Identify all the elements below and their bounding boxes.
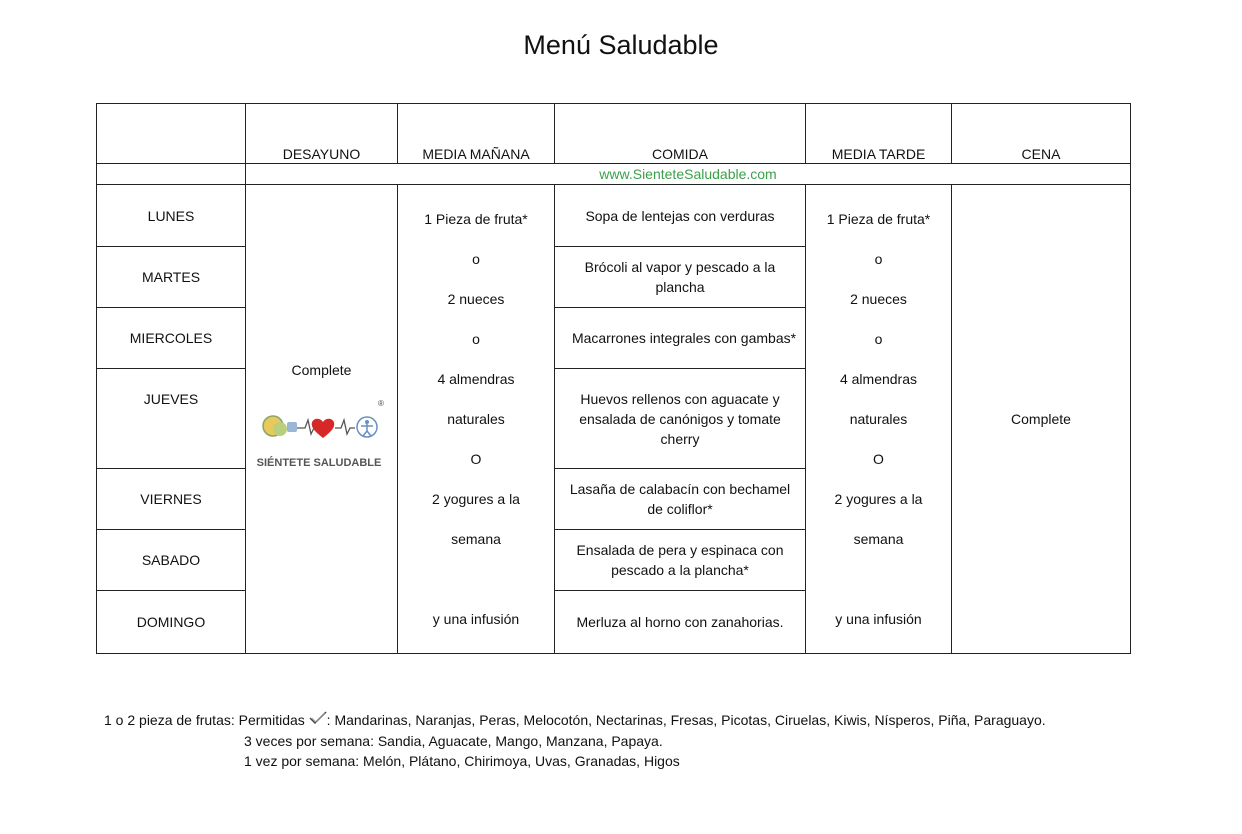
header-cena: CENA [952, 104, 1131, 164]
comida-miercoles: Macarrones integrales con gambas* [555, 308, 806, 369]
media-manana-line: 4 almendras [437, 371, 515, 387]
header-cell-empty [97, 104, 246, 164]
comida-martes: Brócoli al vapor y pescado a la plancha [555, 247, 806, 308]
brand-logo [246, 398, 397, 478]
page-title: Menú Saludable [523, 30, 719, 60]
footer-line-1-suffix: : Mandarinas, Naranjas, Peras, Melocotón, Nectarinas, Fresas, Picotas, Ciruelas, Kiwis, Nísperos, Piña, Paraguayo. [326, 712, 1046, 728]
comida-domingo: Merluza al horno con zanahorias. [555, 591, 806, 654]
media-tarde-line [806, 569, 951, 589]
day-lunes: LUNES [97, 185, 246, 247]
media-manana-line [398, 569, 554, 589]
header-row [97, 104, 1131, 164]
header-media-tarde: MEDIA TARDE [806, 104, 952, 164]
media-manana-line: o [472, 331, 480, 347]
footer-line-3: 1 vez por semana: Melón, Plátano, Chirimoya, Uvas, Granadas, Higos [244, 753, 680, 769]
media-manana-line: 2 nueces [447, 291, 505, 307]
website-row [97, 164, 1131, 185]
day-jueves: JUEVES [97, 369, 246, 469]
media-manana-cell [398, 185, 555, 654]
day-miercoles: MIERCOLES [97, 308, 246, 369]
comida-jueves: Huevos rellenos con aguacate y ensalada de canónigos y tomate cherry [555, 369, 806, 469]
cena-cell: Complete [952, 185, 1131, 654]
header-media-manana: MEDIA MAÑANA [398, 104, 555, 164]
checkmark-icon [309, 711, 327, 731]
header-comida: COMIDA [555, 104, 806, 164]
media-tarde-line: naturales [849, 411, 908, 427]
media-tarde-line: y una infusión [835, 611, 922, 627]
header-desayuno: DESAYUNO [246, 104, 398, 164]
website-link[interactable]: www.SienteteSaludable.com [599, 166, 777, 182]
media-manana-line: y una infusión [432, 611, 520, 627]
media-manana-line: naturales [447, 411, 505, 427]
day-domingo: DOMINGO [97, 591, 246, 654]
media-tarde-line: o [874, 331, 883, 347]
footer-line-2: 3 veces por semana: Sandia, Aguacate, Mango, Manzana, Papaya. [244, 733, 663, 749]
table-row [97, 185, 1131, 247]
siente-saludable-logo-icon [257, 398, 387, 478]
comida-sabado: Ensalada de pera y espinaca con pescado a la plancha* [555, 530, 806, 591]
comida-lunes: Sopa de lentejas con verduras [555, 185, 806, 247]
day-martes: MARTES [97, 247, 246, 308]
media-tarde-line: o [874, 251, 883, 267]
footer-line-1 [104, 710, 1046, 731]
website-row-empty [97, 164, 246, 185]
website-cell [246, 164, 1131, 185]
media-tarde-line: 2 yogures a la [834, 491, 923, 507]
media-manana-line: O [470, 451, 482, 467]
media-tarde-line: semana [853, 531, 904, 547]
comida-viernes: Lasaña de calabacín con bechamel de coliflor* [555, 469, 806, 530]
media-tarde-cell [806, 185, 952, 654]
day-viernes: VIERNES [97, 469, 246, 530]
media-tarde-line: 2 nueces [850, 291, 907, 307]
desayuno-text: Complete [291, 362, 352, 378]
footer-line-1-prefix: 1 o 2 pieza de frutas: Permitidas [104, 712, 305, 728]
media-tarde-line: 1 Pieza de fruta* [826, 211, 931, 227]
registered-mark: ® [377, 399, 384, 408]
media-manana-line: semana [451, 531, 501, 547]
media-manana-line: o [472, 251, 480, 267]
desayuno-cell [246, 185, 398, 654]
media-tarde-line: O [873, 451, 884, 467]
menu-table [96, 103, 1131, 654]
logo-text: SIÉNTETE SALUDABLE [256, 457, 381, 469]
media-manana-line: 1 Pieza de fruta* [424, 211, 528, 227]
day-sabado: SABADO [97, 530, 246, 591]
media-manana-line: 2 yogures a la [432, 491, 520, 507]
media-tarde-line: 4 almendras [839, 371, 918, 387]
footer-notes [104, 710, 1046, 771]
